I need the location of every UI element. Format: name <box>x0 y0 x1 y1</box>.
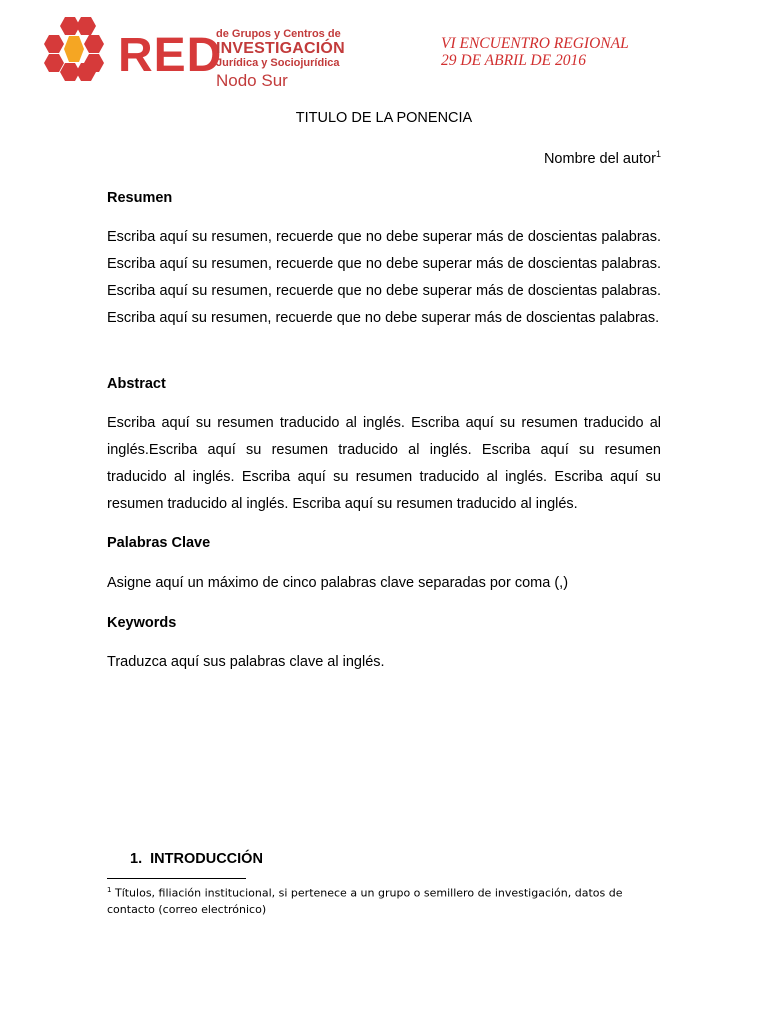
section-title: INTRODUCCIÓN <box>150 851 263 867</box>
resumen-paragraph: Escriba aquí su resumen, recuerde que no debe superar más de doscientas palabras. Escriba aquí su resumen, recuerde que no debe superar más de doscientas palabras. Escriba aquí su resumen, recuerde que no debe superar más de doscientas palabras. Escriba aquí su resumen, recuerde que no debe superar más de doscientas palabras. <box>107 229 661 326</box>
red-logo <box>44 16 345 90</box>
footnote-text: Títulos, filiación institucional, si pertenece a un grupo o semillero de investigación, datos de contacto (correo electrónico) <box>107 886 623 916</box>
logo-subtitle-1: de Grupos y Centros de <box>216 28 341 40</box>
footnote-separator <box>107 878 246 879</box>
footnote <box>107 882 667 918</box>
author-text: Nombre del autor <box>543 150 656 167</box>
author-name <box>544 149 661 167</box>
section-heading-introduccion <box>130 851 263 867</box>
event-name: VI ENCUENTRO REGIONAL <box>441 35 629 52</box>
palabras-clave-paragraph: Asigne aquí un máximo de cinco palabras clave separadas por coma (,) <box>107 575 569 591</box>
abstract-heading: Abstract <box>107 376 166 392</box>
palabras-clave-heading: Palabras Clave <box>107 535 211 551</box>
keywords-heading: Keywords <box>107 615 177 631</box>
event-date: 29 DE ABRIL DE 2016 <box>441 52 586 69</box>
abstract-paragraph: Escriba aquí su resumen traducido al inglés. Escriba aquí su resumen traducido al inglés.Escriba aquí su resumen traducido al inglés. Escriba aquí su resumen traducido al inglés. Escriba aquí su resumen traducido al inglés. Escriba aquí su resumen traducido al inglés. Escriba aquí su resumen traducido al inglés. <box>107 415 661 512</box>
logo-subtitle-2: INVESTIGACIÓN <box>216 40 345 57</box>
author-footnote-mark: 1 <box>655 149 661 159</box>
footnote-mark: 1 <box>107 886 112 894</box>
resumen-heading: Resumen <box>107 190 173 206</box>
keywords-paragraph: Traduzca aquí sus palabras clave al inglés. <box>107 654 385 670</box>
document-title: TITULO DE LA PONENCIA <box>295 110 473 126</box>
section-number: 1. <box>130 851 143 867</box>
logo-subtitle-3: Jurídica y Sociojurídica <box>216 57 340 69</box>
event-info <box>441 35 629 69</box>
logo-wordmark: RED <box>118 29 223 82</box>
logo-subtitle-4: Nodo Sur <box>216 71 288 90</box>
hexagon-cluster-icon <box>44 16 106 82</box>
